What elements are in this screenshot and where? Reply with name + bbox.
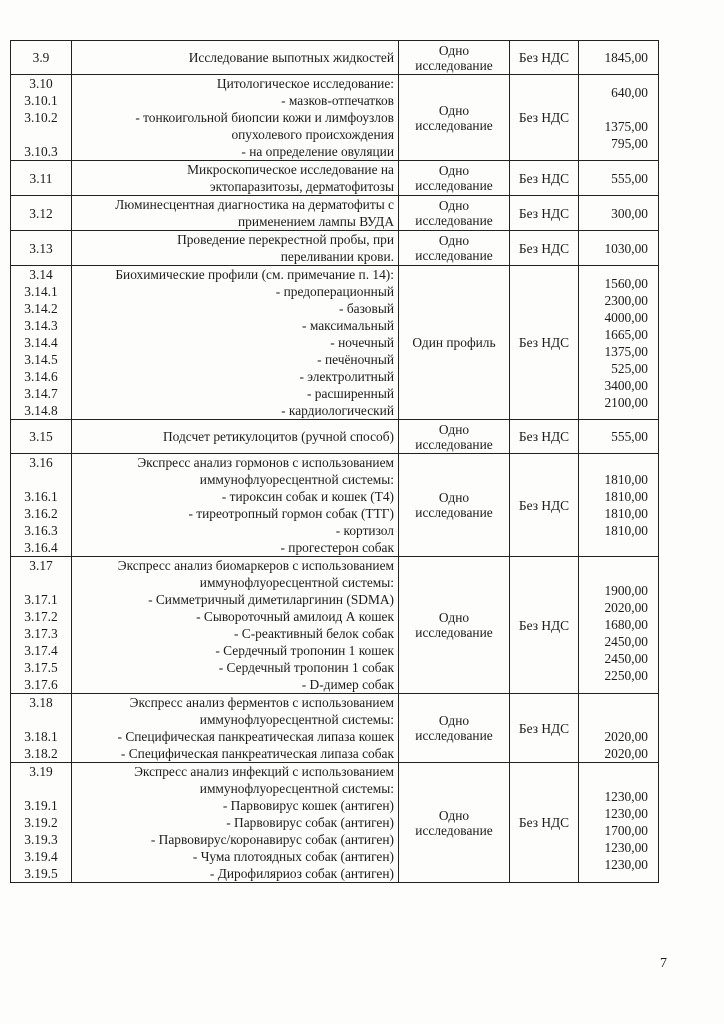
item-number: 3.17 [29,558,53,573]
price-value: 2250,00 [604,668,648,683]
unit-cell [399,420,510,454]
item-number-cell [11,420,72,454]
vat-cell [510,694,579,763]
table-row [11,557,659,694]
price-value: 1810,00 [604,489,648,504]
item-number-cell [11,266,72,420]
unit-cell [399,75,510,161]
table-row [11,694,659,763]
price-value: 1665,00 [604,327,648,342]
price-value: 555,00 [611,170,648,186]
service-name-cell [72,763,399,883]
price-value: 2020,00 [604,729,648,744]
table-row [11,266,659,420]
vat-text: Без НДС [518,50,570,65]
service-name-line: - печёночный [317,352,394,367]
service-name-line: - максимальный [302,318,394,333]
unit-text: Одно исследование [415,713,493,743]
table-row [11,231,659,266]
price-cell [579,420,659,454]
item-number: 3.14 [29,267,53,282]
table-row [11,763,659,883]
price-value: 4000,00 [604,310,648,325]
vat-cell [510,41,579,75]
table-row [11,75,659,161]
unit-cell [399,161,510,196]
vat-cell [510,231,579,266]
service-name-line: Экспресс анализ биомаркеров с использованием [117,558,394,573]
item-number: 3.10.2 [24,110,58,125]
service-name-cell [72,196,399,231]
unit-text: Одно исследование [415,42,493,73]
unit-text: Одно исследование [415,233,493,263]
service-name-cell [72,41,399,75]
table-row [11,196,659,231]
unit-cell [399,454,510,557]
item-number [11,574,71,591]
item-number: 3.17.5 [24,660,58,675]
unit-text: Одно исследование [415,610,493,640]
item-number-cell [11,763,72,883]
service-name-line: - электролитный [299,369,394,384]
table-row [11,41,659,75]
item-number-cell [11,557,72,694]
vat-text: Без НДС [518,170,570,186]
vat-text: Без НДС [518,335,570,350]
table-row [11,454,659,557]
unit-cell [399,196,510,231]
price-cell [579,196,659,231]
vat-text: Без НДС [518,205,570,221]
price-value: 1680,00 [604,617,648,632]
item-number-cell [11,161,72,196]
price-value: 3400,00 [604,378,648,393]
item-number [11,126,71,143]
price-value: 1845,00 [604,50,648,65]
service-name-line: - на определение овуляции [241,144,394,159]
item-number: 3.14.7 [24,386,58,401]
item-number: 3.17.2 [24,609,58,624]
price-value: 1810,00 [604,506,648,521]
item-number: 3.17.6 [24,677,58,692]
item-number: 3.10.1 [24,93,58,108]
service-name-line: Экспресс анализ гормонов с использованием [137,455,394,470]
service-name-line: иммунофлуоресцентной системы: [199,575,394,590]
service-name-line: опухолевого происхождения [231,127,394,142]
service-name-line: - Специфическая панкреатическая липаза собак [120,746,394,761]
service-name-line: - тиреотропный гормон собак (ТТГ) [188,506,394,521]
price-value: 1230,00 [604,806,648,821]
service-name-cell [72,454,399,557]
service-name-line: - С-реактивный белок собак [233,626,394,641]
item-number: 3.16.1 [24,489,58,504]
item-number [11,711,71,728]
service-name-cell [72,161,399,196]
service-name-line: - Сывороточный амилоид А кошек [196,609,394,624]
unit-text: Одно исследование [415,102,493,133]
service-name-line: - Дирофиляриоз собак (антиген) [209,866,394,881]
table-row [11,161,659,196]
unit-text: Одно исследование [415,198,493,228]
price-value: 2450,00 [604,651,648,666]
vat-text: Без НДС [518,720,570,736]
price-cell [579,763,659,883]
item-number: 3.19.1 [24,798,58,813]
item-number: 3.17.1 [24,592,58,607]
price-value: 1230,00 [604,840,648,855]
price-cell [579,41,659,75]
item-number-cell [11,196,72,231]
service-name-line: - Сердечный тропонин 1 кошек [215,643,394,658]
service-name-line: - кардиологический [281,403,394,418]
price-cell [579,454,659,557]
price-cell [579,75,659,161]
item-number: 3.15 [29,429,53,444]
service-name-cell [72,266,399,420]
service-name-line: - Чума плотоядных собак (антиген) [192,849,394,864]
vat-text: Без НДС [518,815,570,830]
service-name-line: Исследование выпотных жидкостей [188,50,394,65]
service-name-line: иммунофлуоресцентной системы: [199,712,394,727]
item-number: 3.19.4 [24,849,58,864]
item-number: 3.14.4 [24,335,58,350]
unit-text: Одно исследование [415,421,493,452]
item-number: 3.19.2 [24,815,58,830]
vat-text: Без НДС [518,617,570,633]
price-value: 1900,00 [604,583,648,598]
service-name-line: Экспресс анализ ферментов с использованием [129,695,394,710]
vat-text: Без НДС [518,429,570,444]
service-name-line: - D-димер собак [301,677,394,692]
unit-text: Одно исследование [415,163,493,193]
service-name-line: Микроскопическое исследование на [187,162,394,177]
service-name-line: Цитологическое исследование: [216,76,394,91]
item-number: 3.14.6 [24,369,58,384]
price-value: 1375,00 [604,344,648,359]
item-number: 3.17.4 [24,643,58,658]
price-cell [579,557,659,694]
item-number: 3.19.5 [24,866,58,881]
price-value: 1810,00 [604,472,648,487]
service-name-line: переливании крови. [280,249,394,264]
service-name-line: Проведение перекрестной пробы, при [177,232,394,247]
vat-cell [510,763,579,883]
price-value: 1375,00 [604,119,648,134]
service-name-line: Биохимические профили (см. примечание п. 14): [115,267,394,282]
price-value: 2100,00 [604,395,648,410]
unit-text: Одно исследование [415,807,493,838]
price-cell [579,231,659,266]
service-name-line: эктопаразитозы, дерматофитозы [209,179,394,194]
vat-text: Без НДС [518,497,570,513]
service-name-line: - Парвовирус/коронавирус собак (антиген) [150,832,394,847]
item-number [11,471,71,488]
unit-cell [399,763,510,883]
vat-cell [510,196,579,231]
vat-text: Без НДС [518,110,570,125]
price-value: 1230,00 [604,789,648,804]
service-name-line: - тироксин собак и кошек (Т4) [221,489,394,504]
price-value: 1230,00 [604,857,648,872]
service-name-line: - прогестерон собак [280,540,394,555]
item-number-cell [11,231,72,266]
service-name-line: иммунофлуоресцентной системы: [199,781,394,796]
vat-cell [510,454,579,557]
service-name-line: Экспресс анализ инфекций с использованием [134,764,394,779]
service-name-line: - Парвовирус собак (антиген) [226,815,394,830]
unit-cell [399,231,510,266]
service-name-line: - Парвовирус кошек (антиген) [222,798,394,813]
service-name-line: - кортизол [335,523,394,538]
price-value: 1560,00 [604,276,648,291]
unit-cell [399,557,510,694]
item-number: 3.14.8 [24,403,58,418]
item-number: 3.12 [29,205,53,221]
item-number-cell [11,41,72,75]
item-number: 3.11 [29,170,53,186]
price-cell [579,266,659,420]
item-number: 3.18.2 [24,746,58,761]
vat-cell [510,266,579,420]
price-value: 795,00 [611,136,648,151]
price-value [579,101,648,118]
item-number: 3.14.5 [24,352,58,367]
item-number: 3.16 [29,455,53,470]
price-cell [579,694,659,763]
item-number: 3.19.3 [24,832,58,847]
item-number: 3.19 [29,764,53,779]
item-number: 3.16.4 [24,540,58,555]
vat-cell [510,557,579,694]
item-number: 3.10 [29,76,53,91]
vat-cell [510,75,579,161]
price-value: 2300,00 [604,293,648,308]
service-name-line: - базовый [339,301,394,316]
item-number: 3.10.3 [24,144,58,159]
unit-cell [399,41,510,75]
price-value: 555,00 [611,429,648,444]
price-cell [579,161,659,196]
item-number: 3.18 [29,695,53,710]
item-number: 3.16.3 [24,523,58,538]
service-name-line: применением лампы ВУДА [237,214,394,229]
vat-cell [510,161,579,196]
item-number: 3.9 [32,50,50,65]
service-name-line: - ночечный [330,335,394,350]
unit-cell [399,266,510,420]
service-name-line: - Сердечный тропонин 1 собак [218,660,394,675]
service-name-cell [72,420,399,454]
price-value: 525,00 [611,361,648,376]
price-value: 2020,00 [604,746,648,761]
price-table [10,40,659,883]
item-number: 3.13 [29,240,53,256]
service-name-cell [72,75,399,161]
service-name-line: Подсчет ретикулоцитов (ручной способ) [162,429,394,444]
service-name-line: - мазков-отпечатков [281,93,394,108]
item-number: 3.14.2 [24,301,58,316]
unit-cell [399,694,510,763]
service-name-cell [72,231,399,266]
item-number-cell [11,694,72,763]
price-table-body [11,41,659,883]
unit-text: Одно исследование [415,490,493,520]
service-name-line: Люминесцентная диагностика на дерматофиты с [115,197,394,212]
price-value: 640,00 [611,85,648,100]
item-number: 3.18.1 [24,729,58,744]
price-value: 300,00 [611,205,648,221]
page-number: 7 [660,956,667,971]
table-row [11,420,659,454]
unit-text: Один профиль [412,335,496,350]
item-number: 3.14.1 [24,284,58,299]
item-number: 3.16.2 [24,506,58,521]
price-value: 2020,00 [604,600,648,615]
item-number: 3.17.3 [24,626,58,641]
service-name-cell [72,694,399,763]
item-number [11,780,71,797]
service-name-line: - предоперационный [275,284,394,299]
service-name-line: - расширенный [307,386,394,401]
service-name-line: иммунофлуоресцентной системы: [199,472,394,487]
price-value: 2450,00 [604,634,648,649]
vat-cell [510,420,579,454]
price-value: 1700,00 [604,823,648,838]
vat-text: Без НДС [518,240,570,256]
item-number-cell [11,75,72,161]
item-number: 3.14.3 [24,318,58,333]
service-name-line: - Симметричный диметиларгинин (SDMA) [148,592,394,607]
item-number-cell [11,454,72,557]
service-name-line: - Специфическая панкреатическая липаза кошек [117,729,394,744]
service-name-line: - тонкоигольной биопсии кожи и лимфоузлов [135,110,394,125]
price-value: 1810,00 [604,523,648,538]
service-name-cell [72,557,399,694]
price-value: 1030,00 [604,240,648,256]
